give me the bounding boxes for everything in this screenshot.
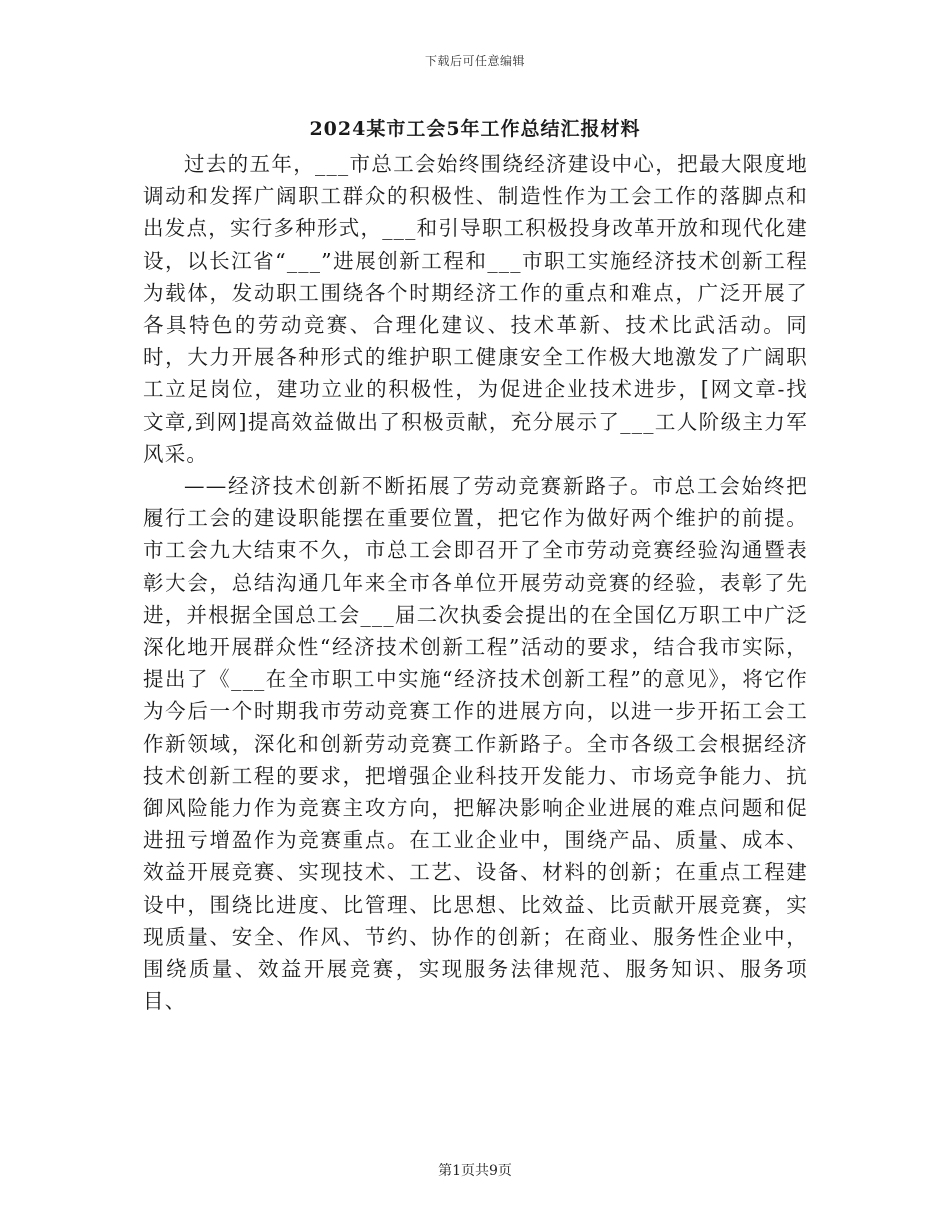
page-number-footer: 第1页共9页: [438, 1163, 512, 1179]
document-body: [143, 148, 808, 1017]
document-title: 2024某市工会5年工作总结汇报材料: [309, 118, 641, 140]
header-note: 下载后可任意编辑: [424, 54, 525, 68]
paragraph-economic-innovation: ——经济技术创新不断拓展了劳动竞赛新路子。市总工会始终把履行工会的建设职能摆在重要位置，把它作为做好两个维护的前提。市工会九大结束不久，市总工会即召开了全市劳动竞赛经验沟通暨表彰大会，总结沟通几年来全市各单位开展劳动竞赛的经验，表彰了先进，并根据全国总工会___届二次执委会提出的在全国亿万职工中广泛深化地开展群众性“经济技术创新工程”活动的要求，结合我市实际，提出了《___在全市职工中实施“经济技术创新工程”的意见》，将它作为今后一个时期我市劳动竞赛工作的进展方向，以进一步开拓工会工作新领域，深化和创新劳动竞赛工作新路子。全市各级工会根据经济技术创新工程的要求，把增强企业科技开发能力、市场竞争能力、抗御风险能力作为竞赛主攻方向，把解决影响企业进展的难点问题和促进扭亏增盈作为竞赛重点。在工业企业中，围绕产品、质量、成本、效益开展竞赛、实现技术、工艺、设备、材料的创新；在重点工程建设中，围绕比进度、比管理、比思想、比效益、比贡献开展竞赛，实现质量、安全、作风、节约、协作的创新；在商业、服务性企业中，围绕质量、效益开展竞赛，实现服务法律规范、服务知识、服务项目、: [143, 474, 808, 1014]
paragraph-intro: 过去的五年，___市总工会始终围绕经济建设中心，把最大限度地调动和发挥广阔职工群众的积极性、制造性作为工会工作的落脚点和出发点，实行多种形式，___和引导职工积极投身改革开放和现代化建设，以长江省“___”进展创新工程和___市职工实施经济技术创新工程为载体，发动职工围绕各个时期经济工作的重点和难点，广泛开展了各具特色的劳动竞赛、合理化建议、技术革新、技术比武活动。同时，大力开展各种形式的维护职工健康安全工作极大地激发了广阔职工立足岗位，建功立业的积极性，为促进企业技术进步，[网文章-找文章,到网]提高效益做出了积极贡献，充分展示了___工人阶级主力军风采。: [143, 152, 808, 466]
